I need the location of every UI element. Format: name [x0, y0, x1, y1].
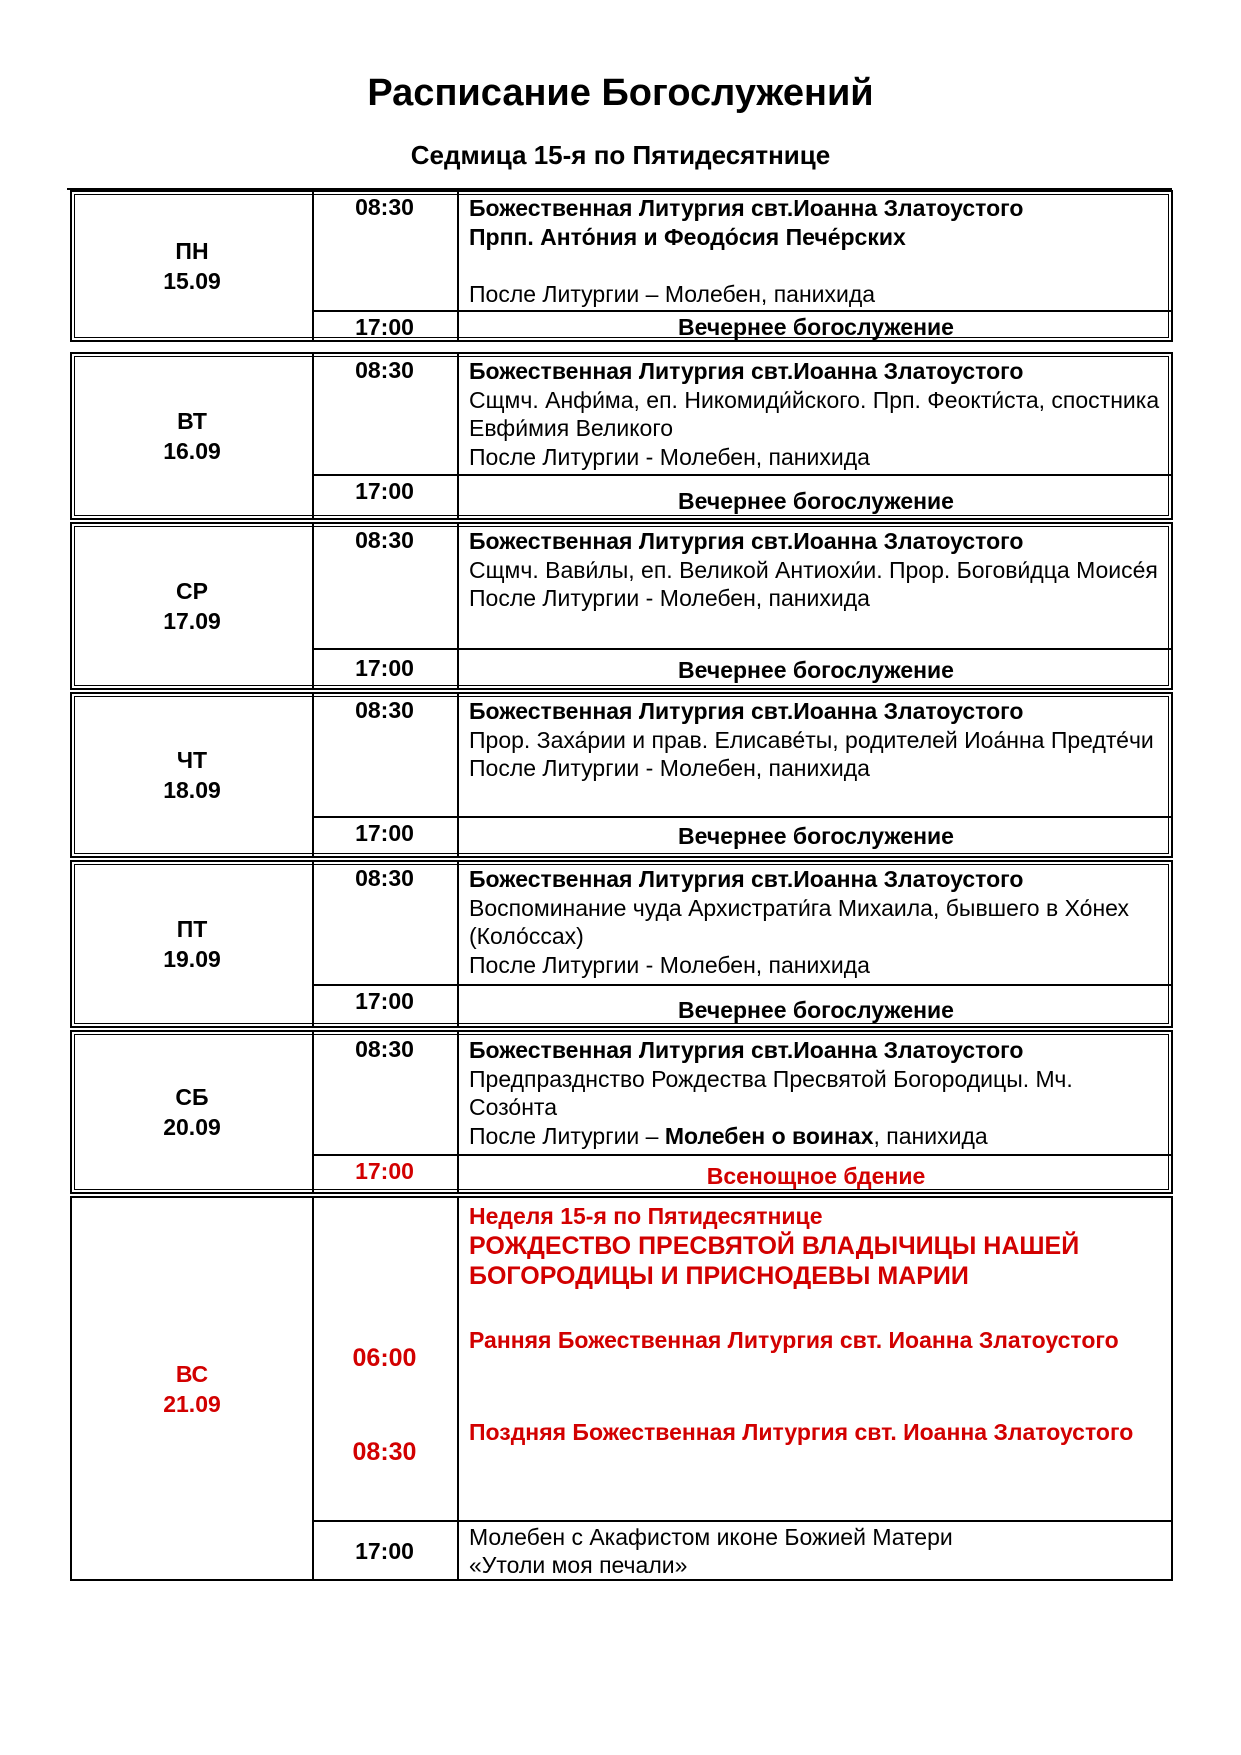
day-date: 15.09 [163, 268, 221, 294]
saints-text: Прор. Заха́рии и прав. Елисаве́ты, родителей Иоа́нна Предте́чи [469, 726, 1154, 753]
evening-service: Вечернее богослужение [678, 314, 954, 340]
evening-service: Молебен с Акафистом иконе Божией Матери «Утоли моя печали» [469, 1524, 953, 1578]
after-liturgy-text: После Литургии - Молебен, панихида [469, 585, 870, 611]
after-liturgy-text [469, 1122, 1163, 1151]
day-cell [72, 1198, 314, 1579]
evening-time: 17:00 [312, 650, 459, 690]
early-liturgy: Ранняя Божественная Литургия свт. Иоанна Златоустого [469, 1327, 1119, 1353]
day-label: ПТ [176, 916, 208, 942]
liturgy-title: Божественная Литургия свт.Иоанна Златоустого [469, 528, 1024, 554]
liturgy-title: Божественная Литургия свт.Иоанна Златоустого [469, 195, 1024, 221]
day-block-saturday [70, 1030, 1173, 1194]
evening-time: 17:00 [312, 312, 459, 342]
day-label: ПН [175, 238, 209, 264]
page-title: Расписание Богослужений [367, 72, 874, 114]
evening-service: Вечернее богослужение [678, 997, 954, 1023]
morning-time: 08:30 [312, 862, 459, 984]
saints-text: Сщмч. Анфи́ма, еп. Никомиди́йского. Прп. Феокти́ста, спостника Евфи́мия Великого [469, 386, 1160, 441]
day-date: 16.09 [163, 438, 221, 464]
day-label: ЧТ [176, 747, 208, 773]
saints-text: Прпп. Анто́ния и Феодо́сия Пече́рских [469, 223, 906, 250]
day-date: 19.09 [163, 946, 221, 972]
day-cell [72, 694, 314, 856]
day-block-wednesday [70, 522, 1173, 690]
feast-title: РОЖДЕСТВО ПРЕСВЯТОЙ ВЛАДЫЧИЦЫ НАШЕЙ БОГОРОДИЦЫ И ПРИСНОДЕВЫ МАРИИ [469, 1232, 1080, 1290]
morning-description [459, 527, 1171, 648]
morning-description [459, 194, 1171, 310]
evening-service: Вечернее богослужение [678, 823, 954, 849]
day-date: 18.09 [163, 777, 221, 803]
morning-times-cell [312, 1198, 459, 1520]
day-label: ВТ [177, 408, 207, 434]
after-liturgy-text: После Литургии - Молебен, панихида [469, 951, 870, 978]
moleben-warriors: Молебен о воинах [664, 1122, 874, 1149]
liturgy-title: Божественная Литургия свт.Иоанна Златоустого [469, 866, 1024, 892]
page-subtitle: Седмица 15-я по Пятидесятнице [410, 140, 831, 170]
day-date: 17.09 [163, 608, 221, 634]
liturgy-title: Божественная Литургия свт.Иоанна Златоустого [469, 1037, 1024, 1063]
evening-time: 17:00 [312, 476, 459, 520]
day-label: ВС [175, 1360, 209, 1387]
evening-service: Вечернее богослужение [678, 488, 954, 514]
liturgy-title: Божественная Литургия свт.Иоанна Златоустого [469, 358, 1024, 384]
week-title: Неделя 15-я по Пятидесятнице [469, 1203, 823, 1229]
morning-description [459, 865, 1171, 984]
morning-time: 08:30 [312, 694, 459, 816]
day-cell [72, 524, 314, 688]
day-block-tuesday [70, 352, 1173, 520]
morning-description [459, 1036, 1171, 1154]
after-liturgy-text: После Литургии – Молебен, панихида [469, 281, 876, 307]
day-block-friday [70, 860, 1173, 1028]
day-block-monday [70, 190, 1173, 342]
day-date: 21.09 [163, 1390, 221, 1417]
saints-text: Воспоминание чуда Архистрати́га Михаила, бывшего в Хо́нех (Коло́ссах) [469, 894, 1129, 949]
after-suffix: , панихида [873, 1122, 988, 1149]
after-prefix: После Литургии – [469, 1122, 665, 1149]
liturgy-title: Божественная Литургия свт.Иоанна Златоустого [469, 698, 1024, 724]
after-liturgy-text: После Литургии - Молебен, панихида [469, 755, 870, 781]
early-liturgy-time: 06:00 [352, 1344, 417, 1372]
late-liturgy-time: 08:30 [352, 1438, 417, 1466]
evening-time: 17:00 [312, 1522, 459, 1581]
morning-description [459, 697, 1171, 816]
evening-service: Вечернее богослужение [678, 657, 954, 683]
day-label: СБ [175, 1084, 209, 1110]
day-block-thursday [70, 692, 1173, 858]
day-label: СР [176, 578, 208, 604]
evening-time: 17:00 [312, 986, 459, 1028]
morning-time: 08:30 [312, 524, 459, 648]
saints-text: Предпразднство Рождества Пресвятой Богородицы. Мч. Созо́нта [469, 1065, 1073, 1120]
sunday-description [459, 1198, 1171, 1520]
day-cell [72, 192, 314, 340]
evening-time: 17:00 [312, 818, 459, 858]
morning-time: 08:30 [312, 1032, 459, 1154]
morning-time: 08:30 [312, 354, 459, 474]
morning-time: 08:30 [312, 192, 459, 310]
day-block-sunday [70, 1196, 1173, 1581]
day-date: 20.09 [163, 1114, 221, 1140]
day-cell [72, 862, 314, 1026]
after-liturgy-text: После Литургии - Молебен, панихида [469, 443, 870, 470]
saints-text: Сщмч. Вави́лы, еп. Великой Антиохи́и. Прор. Богови́дца Моисе́я [469, 556, 1158, 583]
evening-service: Всенощное бдение [706, 1163, 926, 1189]
evening-time: 17:00 [312, 1156, 459, 1194]
morning-description [459, 357, 1171, 474]
day-cell [72, 1032, 314, 1192]
day-cell [72, 354, 314, 518]
late-liturgy: Поздняя Божественная Литургия свт. Иоанна Златоустого [469, 1419, 1134, 1445]
